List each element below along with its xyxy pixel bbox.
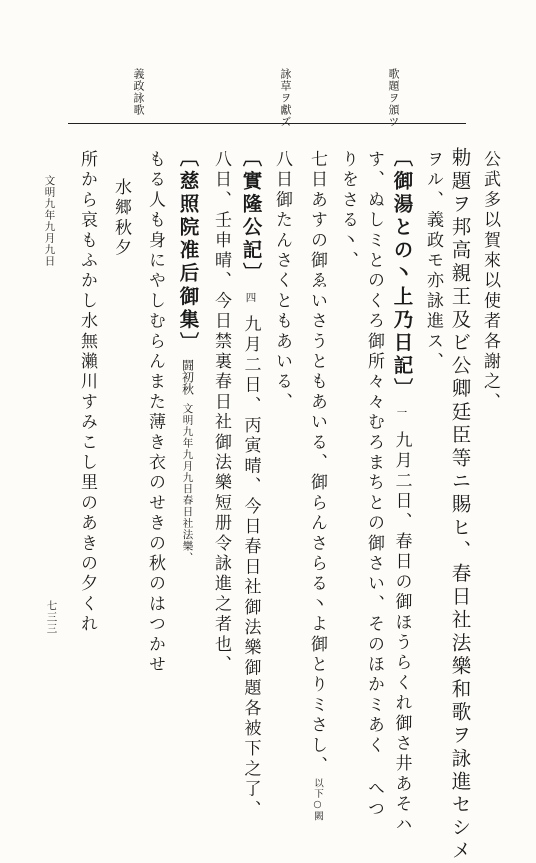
text-column-3: ヲル、義政モ亦詠進ス、	[423, 150, 443, 373]
source-title-sanetaka: 〔實隆公記〕	[239, 147, 263, 286]
text-column-4	[392, 147, 412, 835]
entry-text: 九月二日、春日の御ほうらくれ御さ井あそハ	[391, 430, 412, 835]
poem-line-2: 所から哀もふかし水無瀨川すみこし里のあきの夕くれ	[77, 150, 97, 635]
entry-text: 七日あすの御ゑいさうともあいる、御らんさらる丶よ御とりミさし、	[307, 150, 327, 777]
text-column-11	[178, 147, 198, 563]
poem-topic-water-village: 水郷秋夕	[111, 178, 131, 259]
text-column-9	[241, 147, 261, 820]
source-title-jishoin: 〔慈照院准后御集〕	[176, 147, 200, 355]
entry-text: 九月二日、丙寅晴、今日春日社御法樂御題各被下之了、	[240, 315, 261, 821]
margin-label-yoshimasa-poem: 義政詠歌	[132, 68, 145, 116]
date-note-2: 日春日社法樂、	[181, 483, 194, 564]
poem-line-1: もる人も身にやしむらんまた薄き衣のせきの秋のはつかせ	[145, 150, 165, 676]
volume-note: 四	[244, 291, 257, 304]
page-number: 七三三	[45, 600, 58, 635]
text-column-2: 勅題ヲ邦高親王及ビ公卿廷臣等ニ賜ヒ、春日社法樂和歌ヲ詠進セシメ	[448, 147, 472, 863]
source-title-oyudono: 〔御湯との丶上乃日記〕	[390, 147, 414, 402]
text-column-10: 八日、壬申晴、今日禁裏春日社御法樂短册令詠進之者也、	[211, 150, 231, 676]
margin-label-song-topics: 歌題ヲ頒ツ	[387, 68, 400, 128]
poem-topic: 闘初秋	[180, 358, 195, 395]
text-column-1: 公武多以賀來以使者各謝之、	[480, 150, 500, 413]
text-column-6: りをさる丶、	[338, 150, 358, 272]
text-column-8: 八日御たんさくともあいる、	[272, 150, 292, 413]
text-column-5: す、ぬしミとのくろ御所々々むろまちとの御さい、そのほかミあく へつ	[364, 150, 384, 820]
volume-note: 一	[395, 407, 408, 419]
date-note-1: 文明九年九月九	[181, 402, 194, 484]
lacuna-note: 以下○闕	[312, 778, 323, 822]
text-column-7	[308, 150, 325, 822]
header-rule	[68, 123, 466, 124]
margin-label-drafts-offered: 詠草ヲ獻ズ	[279, 68, 292, 128]
colophon-date: 文明九年九月九日	[43, 175, 56, 267]
